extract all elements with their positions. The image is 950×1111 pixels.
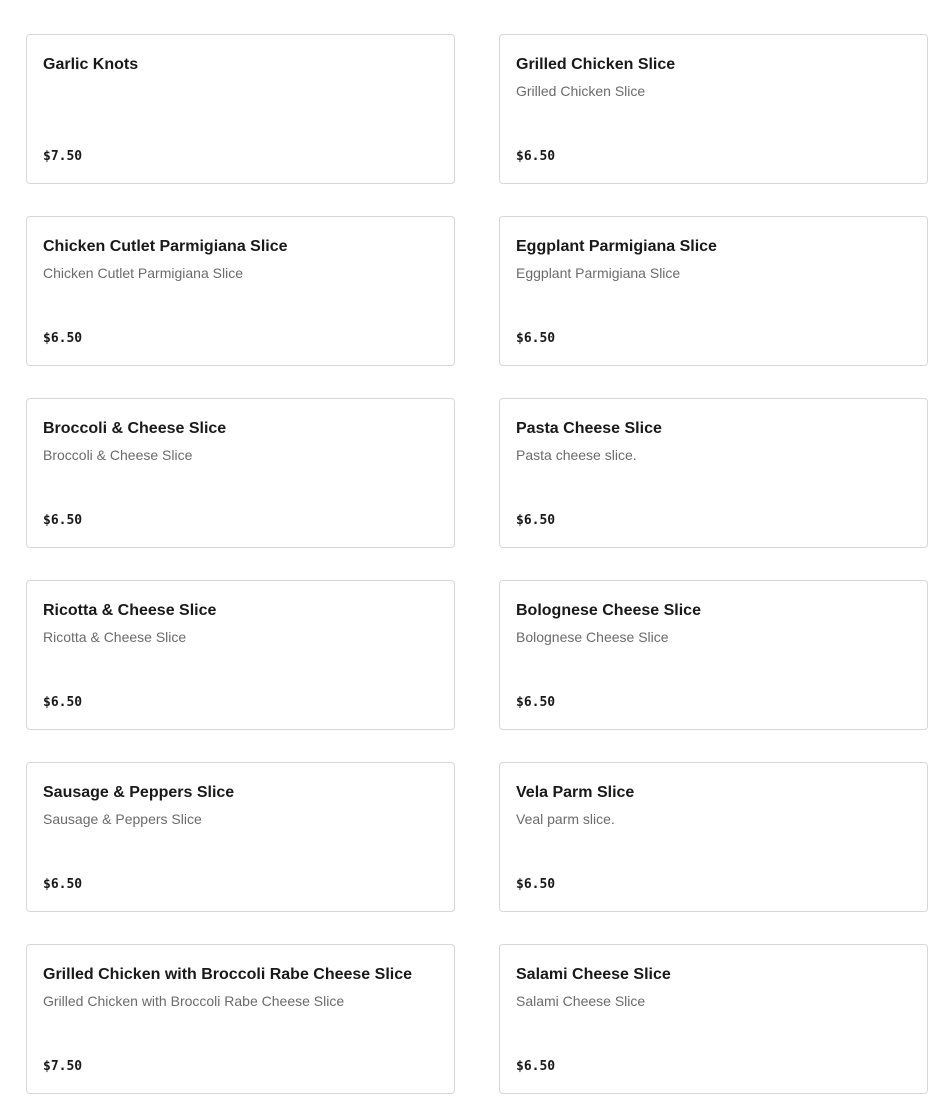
menu-item-price: $6.50 — [43, 877, 83, 892]
previous-row-partial — [0, 0, 950, 2]
menu-item-name: Pasta Cheese Slice — [516, 420, 662, 437]
menu-item-card[interactable] — [499, 762, 928, 912]
menu-item-description: Broccoli & Cheese Slice — [43, 447, 193, 463]
menu-item-card[interactable] — [26, 216, 455, 366]
menu-item-name: Garlic Knots — [43, 56, 139, 73]
menu-item-price: $6.50 — [516, 877, 556, 892]
menu-item-card[interactable] — [499, 34, 928, 184]
menu-item-description: Ricotta & Cheese Slice — [43, 629, 187, 645]
menu-item-description: Sausage & Peppers Slice — [43, 811, 202, 827]
menu-item-card[interactable] — [26, 944, 455, 1094]
menu-item-name: Eggplant Parmigiana Slice — [516, 238, 717, 255]
menu-item-description: Grilled Chicken with Broccoli Rabe Cheese Slice — [43, 993, 345, 1009]
menu-item-description: Grilled Chicken Slice — [516, 83, 646, 99]
menu-item-name: Grilled Chicken with Broccoli Rabe Cheese Slice — [43, 966, 413, 983]
menu-item-card[interactable] — [26, 762, 455, 912]
menu-item-name: Vela Parm Slice — [516, 784, 635, 801]
menu-item-description: Bolognese Cheese Slice — [516, 629, 669, 645]
menu-item-description: Pasta cheese slice. — [516, 447, 637, 463]
menu-item-description: Eggplant Parmigiana Slice — [516, 265, 681, 281]
menu-item-description: Chicken Cutlet Parmigiana Slice — [43, 265, 243, 281]
menu-item-description: Veal parm slice. — [516, 811, 615, 827]
menu-item-name: Grilled Chicken Slice — [516, 56, 676, 73]
menu-item-name: Sausage & Peppers Slice — [43, 784, 235, 801]
menu-item-name: Bolognese Cheese Slice — [516, 602, 701, 619]
menu-item-name: Ricotta & Cheese Slice — [43, 602, 217, 619]
menu-item-price: $7.50 — [43, 149, 83, 164]
menu-items-grid — [26, 34, 928, 1094]
menu-item-name: Chicken Cutlet Parmigiana Slice — [43, 238, 288, 255]
menu-item-name: Salami Cheese Slice — [516, 966, 671, 983]
menu-item-price: $6.50 — [43, 513, 83, 528]
menu-item-description: Salami Cheese Slice — [516, 993, 646, 1009]
menu-item-card[interactable] — [499, 944, 928, 1094]
menu-item-price: $6.50 — [516, 1059, 556, 1074]
menu-item-price: $6.50 — [516, 695, 556, 710]
menu-item-price: $6.50 — [43, 695, 83, 710]
menu-item-card[interactable] — [499, 398, 928, 548]
menu-item-price: $6.50 — [516, 513, 556, 528]
menu-item-card[interactable] — [26, 34, 455, 184]
menu-item-price: $7.50 — [43, 1059, 83, 1074]
menu-item-price: $6.50 — [43, 331, 83, 346]
menu-item-price: $6.50 — [516, 149, 556, 164]
menu-item-card[interactable] — [26, 398, 455, 548]
menu-item-price: $6.50 — [516, 331, 556, 346]
menu-item-card[interactable] — [26, 580, 455, 730]
menu-item-card[interactable] — [499, 580, 928, 730]
menu-item-name: Broccoli & Cheese Slice — [43, 420, 227, 437]
menu-item-card[interactable] — [499, 216, 928, 366]
